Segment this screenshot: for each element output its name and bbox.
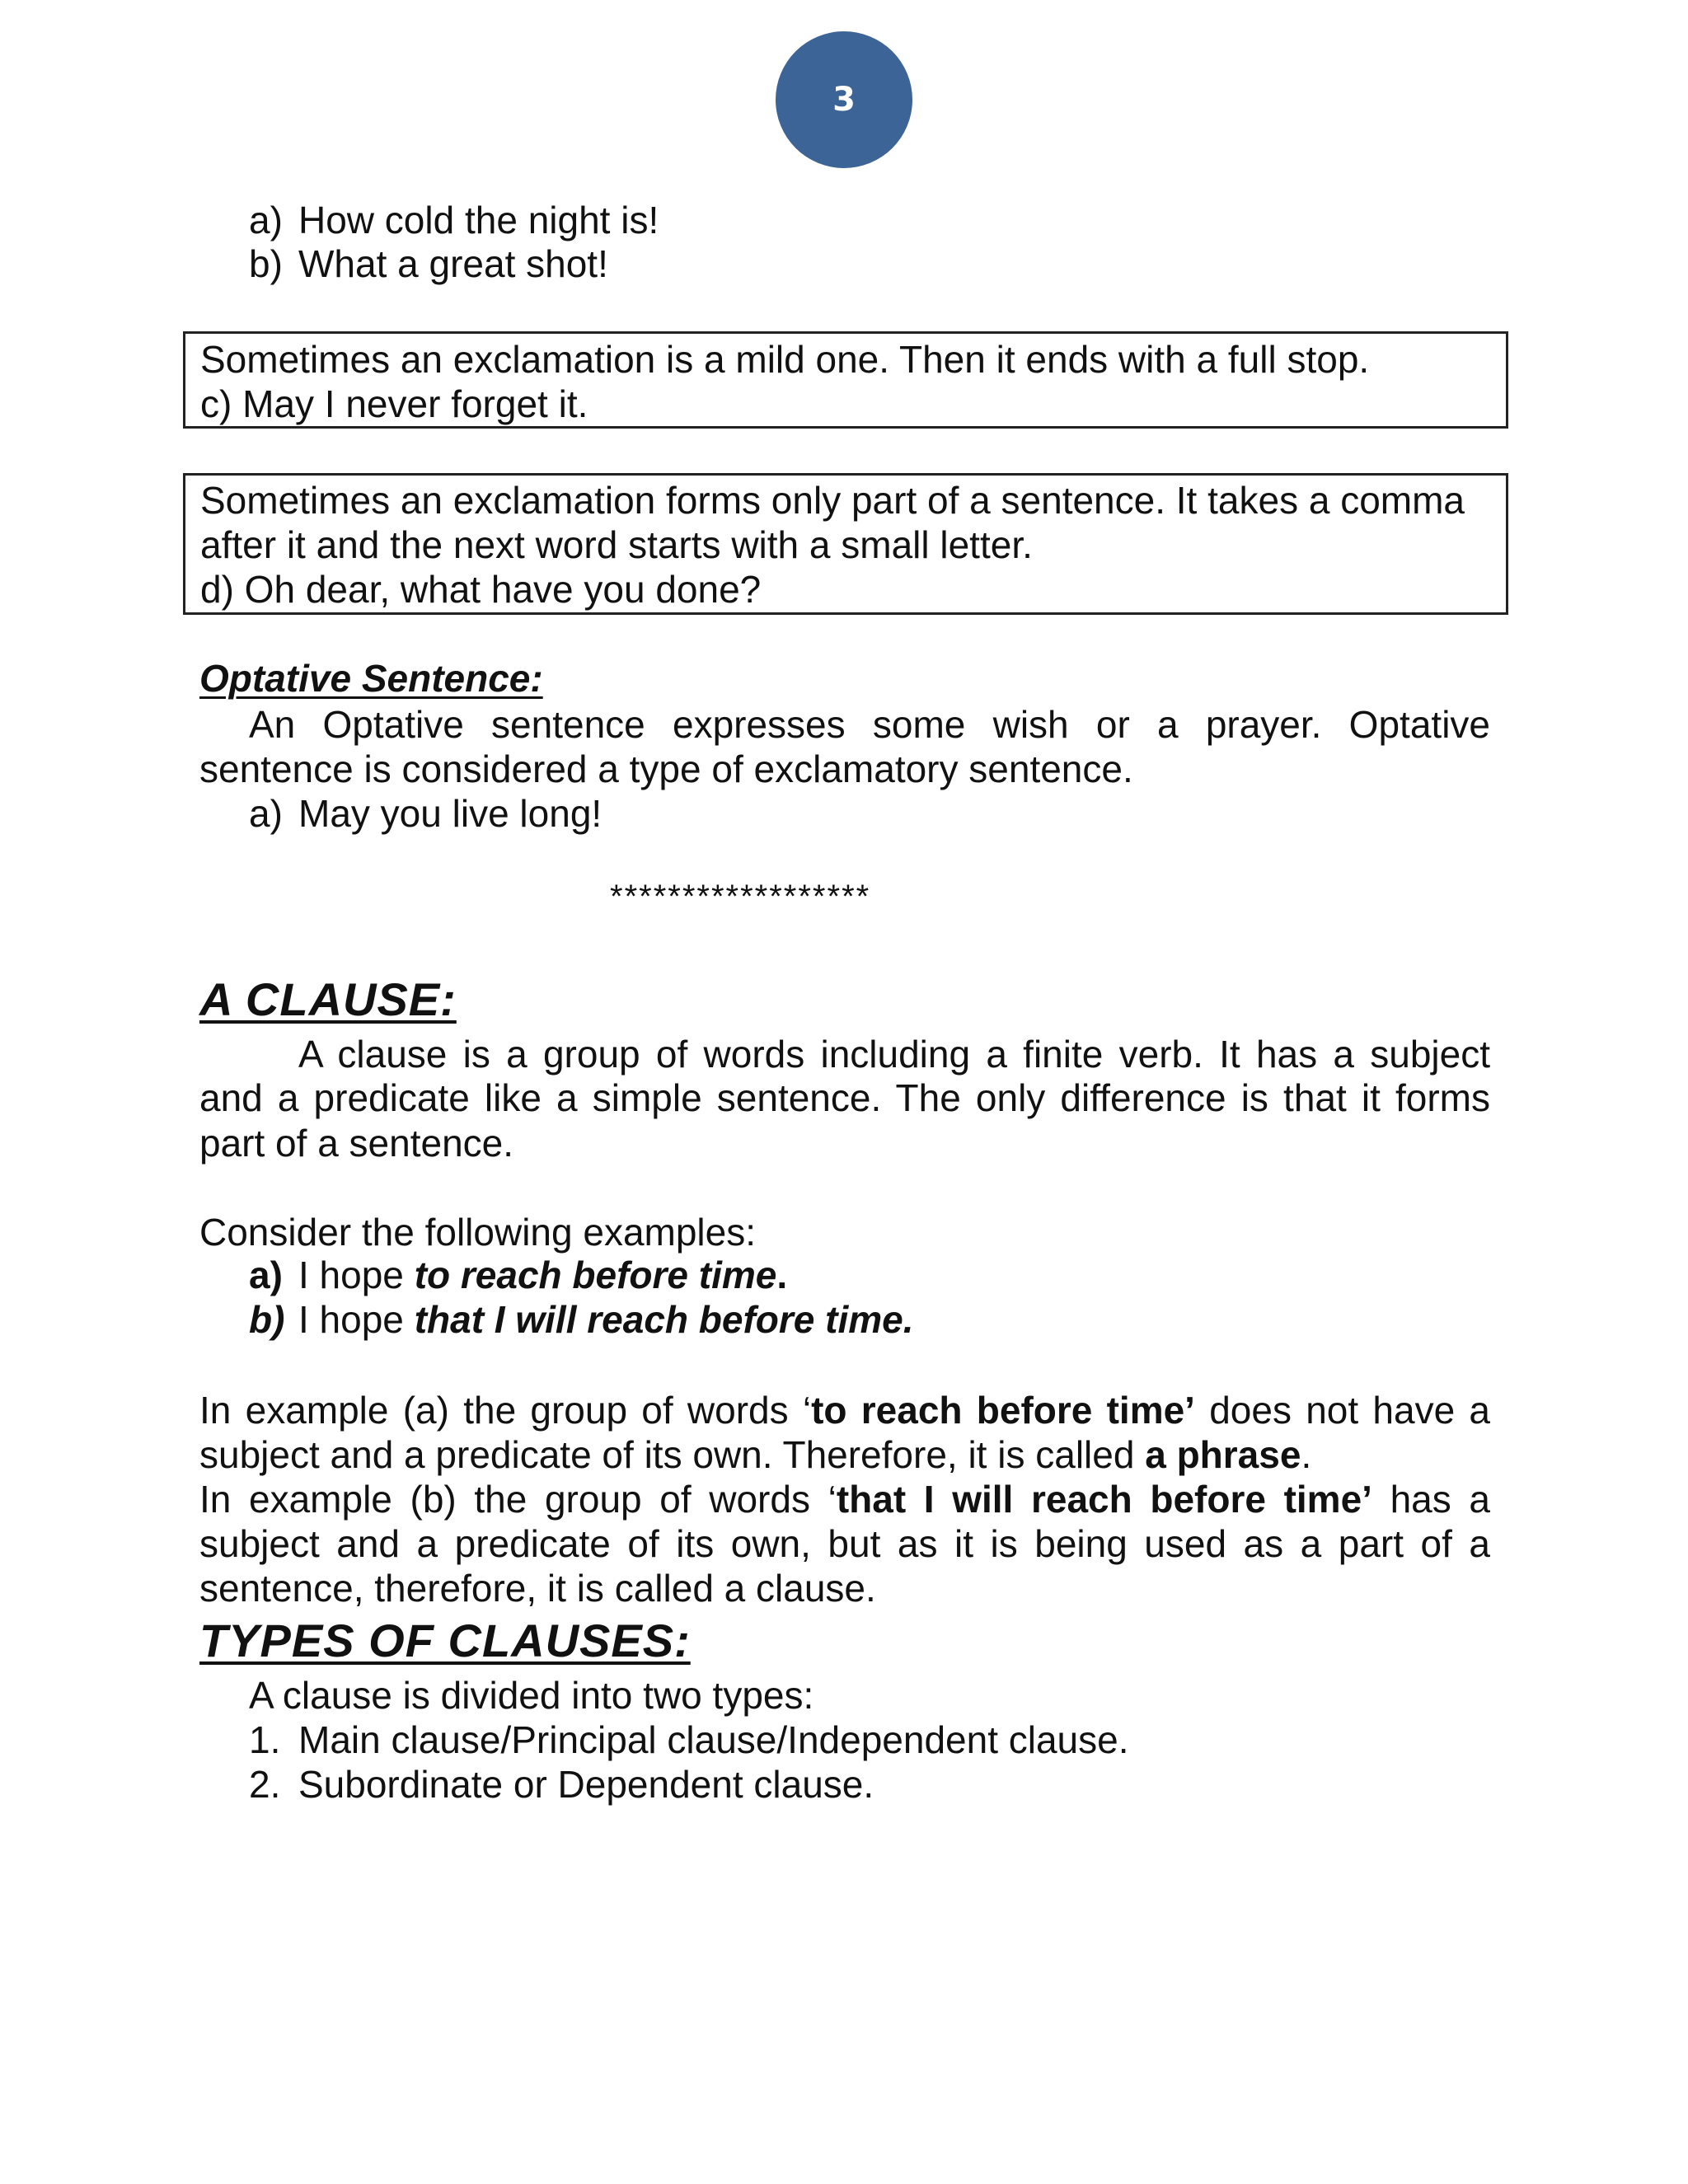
paragraph-line: sentence, therefore, it is called a clause. [199, 1567, 876, 1610]
text-run-bold: to reach before time’ [811, 1389, 1195, 1432]
paragraph-line: part of a sentence. [199, 1122, 514, 1165]
paragraph-line [199, 1388, 1490, 1432]
note-text: after it and the next word starts with a small letter. [200, 523, 1033, 566]
example-text: I hope [298, 1254, 415, 1296]
text-run-bold: a phrase [1145, 1433, 1301, 1476]
list-item-text: May you live long! [298, 792, 603, 835]
list-marker: 2. [249, 1763, 281, 1806]
note-example: c) May I never forget it. [200, 382, 588, 425]
list-item [249, 791, 602, 836]
example-end: . [776, 1254, 788, 1296]
paragraph-line: subject and a predicate of its own, but as it is being used as a part of a [199, 1522, 1490, 1565]
list-marker: 1. [249, 1718, 281, 1761]
example-emphasis: that I will reach before time. [414, 1298, 914, 1341]
text-run-bold: that I will reach before time’ [836, 1478, 1372, 1521]
paragraph-line: sentence is considered a type of exclamatory sentence. [199, 748, 1133, 790]
list-marker: a) [249, 199, 283, 241]
section-heading-types: TYPES OF CLAUSES: [199, 1615, 691, 1666]
example-text: I hope [298, 1298, 415, 1341]
list-item [249, 1297, 914, 1342]
list-item [249, 198, 659, 242]
list-marker: a) [249, 1254, 283, 1296]
text-run: does not have a [1194, 1389, 1490, 1432]
list-marker: b) [249, 1298, 285, 1341]
text-run: subject and a predicate of its own. Therefore, it is called [199, 1433, 1146, 1476]
text-run: In example (b) the group of words ‘ [199, 1478, 837, 1521]
text-run: has a [1372, 1478, 1490, 1521]
text-run: . [1301, 1433, 1312, 1476]
page-number-badge: 3 [776, 31, 912, 168]
note-text: Sometimes an exclamation is a mild one. Then it ends with a full stop. [200, 338, 1370, 381]
note-text: Sometimes an exclamation forms only part of a sentence. It takes a comma [200, 479, 1465, 522]
section-heading-clause: A CLAUSE: [199, 973, 457, 1025]
list-item-text: How cold the night is! [298, 199, 659, 241]
list-item [249, 241, 608, 286]
paragraph-line [199, 1432, 1311, 1477]
paragraph-line: and a predicate like a simple sentence. The only difference is that it forms [199, 1076, 1490, 1119]
section-separator: ****************** [610, 879, 871, 915]
note-example: d) Oh dear, what have you done? [200, 568, 762, 611]
section-heading-optative: Optative Sentence: [199, 657, 543, 700]
paragraph-line [199, 1477, 1490, 1521]
list-marker: b) [249, 242, 283, 285]
note-box-partial-exclamation [183, 473, 1508, 615]
paragraph-line: Consider the following examples: [199, 1211, 757, 1254]
note-box-mild-exclamation [183, 331, 1508, 429]
list-marker: a) [249, 792, 283, 835]
list-item [249, 1253, 787, 1297]
list-item-text: Main clause/Principal clause/Independent clause. [298, 1718, 1129, 1761]
example-emphasis: to reach before time [414, 1254, 777, 1296]
paragraph-line: An Optative sentence expresses some wish or a prayer. Optative [249, 703, 1490, 746]
paragraph-line: A clause is divided into two types: [249, 1674, 814, 1717]
list-item-text: Subordinate or Dependent clause. [298, 1763, 874, 1806]
list-item [249, 1718, 1129, 1762]
list-item-text: What a great shot! [298, 242, 608, 285]
paragraph-line: A clause is a group of words including a finite verb. It has a subject [298, 1033, 1490, 1076]
list-item [249, 1762, 874, 1807]
text-run: In example (a) the group of words ‘ [199, 1389, 812, 1432]
